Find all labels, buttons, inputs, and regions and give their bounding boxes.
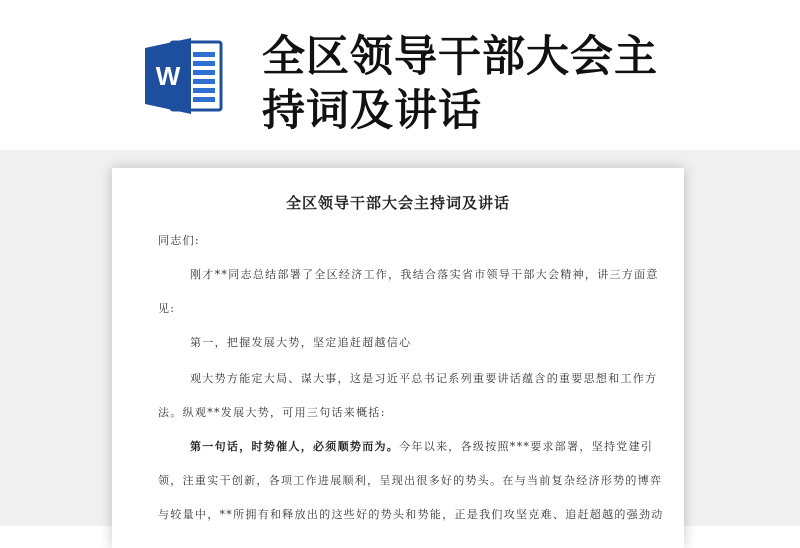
title-line-2: 持词及讲话 [262,86,482,136]
paragraph-3-line-1-text: 今年以来，各级按照***要求部署，坚持党建引 [399,440,654,453]
document-page [112,168,684,548]
paragraph-2-line-1: 观大势方能定大局、谋大事，这是习近平总书记系列重要讲话蕴含的重要思想和工作方 [190,372,658,385]
page-title [262,30,722,138]
paragraph-3-lead: 第一句话，时势催人，必须顺势而为。 [190,440,400,453]
section-heading-1: 第一，把握发展大势，坚定追赶超越信心 [190,336,412,349]
header-banner [0,0,800,150]
paragraph-3-line-1 [158,430,674,464]
document-title: 全区领导干部大会主持词及讲话 [285,194,510,212]
salutation: 同志们: [158,234,200,247]
word-icon [143,36,223,116]
paragraph-3-line-3: 与较量中，**所拥有和释放出的这些好的势头和势能，正是我们攻坚克难、追赶超越的强劲动 [158,508,664,521]
title-line-1: 全区领导干部大会主 [262,32,658,82]
paragraph-3-line-2: 领，注重实干创新，各项工作进展顺利，呈现出很多好的势头。在与当前复杂经济形势的博弈 [158,474,663,487]
paragraph-1-line-1: 刚才**同志总结部署了全区经济工作，我结合落实省市领导干部大会精神，讲三方面意 [190,268,659,281]
svg-text:W: W [155,61,181,91]
paragraph-2-line-2: 法。纵观**发展大势，可用三句话来概括: [158,406,386,419]
paragraph-1-line-2: 见: [158,302,176,315]
